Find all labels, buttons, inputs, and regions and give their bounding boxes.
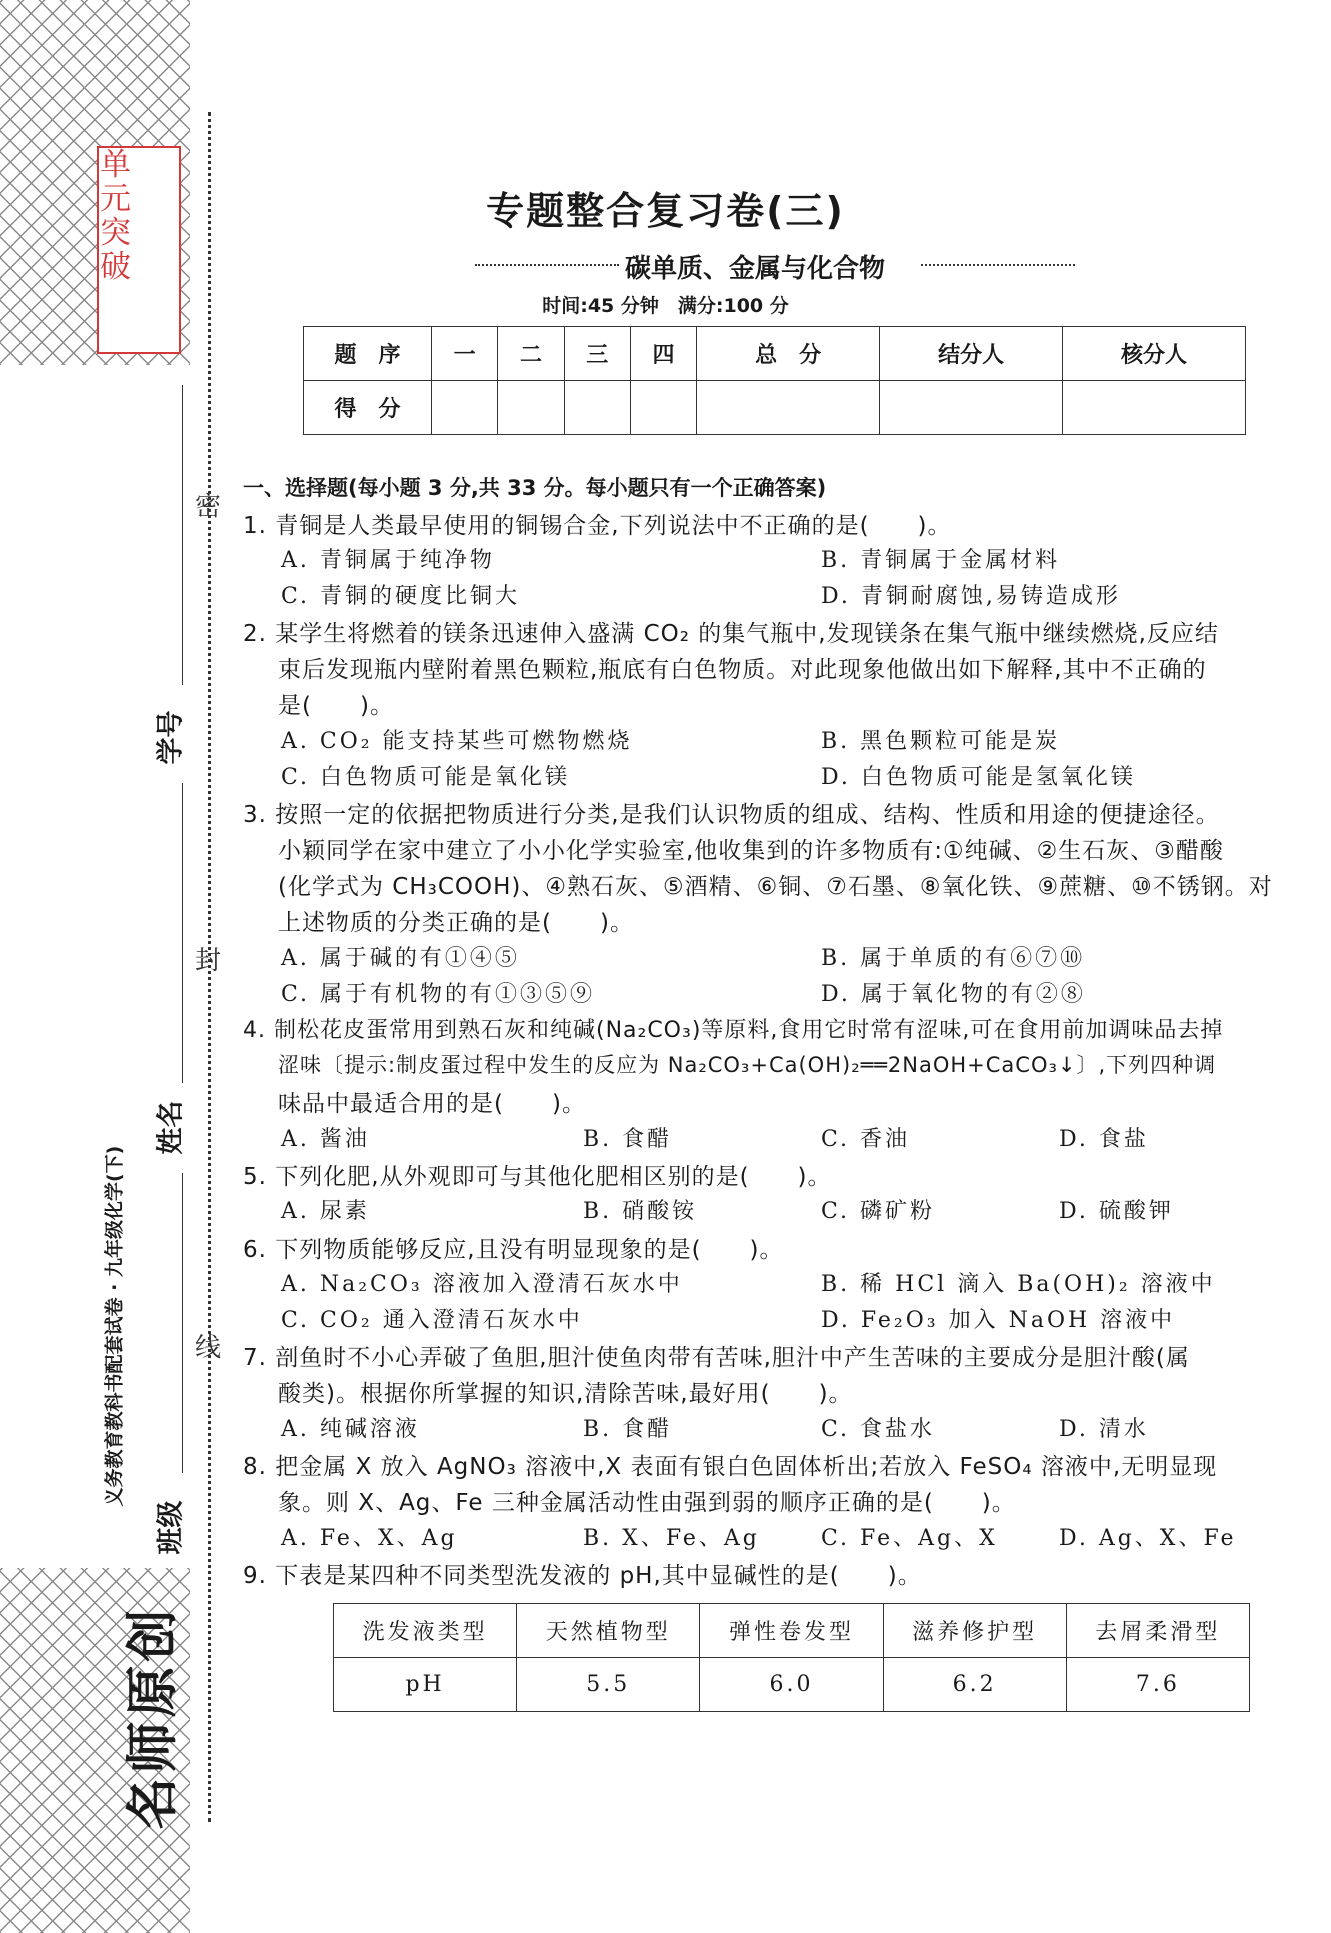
q5-option-d: D. 硫酸钾 [1059, 1199, 1174, 1224]
subtitle-block [475, 248, 1075, 284]
series-text: 义务教育教科书配套试卷 · 九年级化学(下) [103, 1145, 126, 1507]
ph-header-cell: 洗发液类型 [334, 1604, 517, 1658]
q7-line-2: 酸类)。根据你所掌握的知识,清除苦味,最好用( )。 [278, 1381, 853, 1407]
score-input-cell[interactable] [432, 381, 498, 435]
q8-line-1: 8. 把金属 X 放入 AgNO₃ 溶液中,X 表面有银白色固体析出;若放入 FeSO₄ 溶液中,无明显现 [243, 1454, 1218, 1480]
ph-table [333, 1603, 1250, 1712]
score-cell: 一 [432, 327, 498, 381]
q1-stem: 1. 青铜是人类最早使用的铜锡合金,下列说法中不正确的是( )。 [243, 513, 952, 539]
q6-option-d: D. Fe₂O₃ 加入 NaOH 溶液中 [821, 1308, 1176, 1333]
q3-option-c: C. 属于有机物的有①③⑤⑨ [281, 982, 596, 1007]
score-cell: 总 分 [697, 327, 880, 381]
q5-option-c: C. 磷矿粉 [821, 1199, 936, 1224]
score-cell: 三 [564, 327, 630, 381]
score-input-cell[interactable] [630, 381, 696, 435]
q8-option-b: B. X、Fe、Ag [583, 1526, 760, 1551]
q3-line-2: 小颖同学在家中建立了小小化学实验室,他收集到的许多物质有:①纯碱、②生石灰、③醋酸 [278, 838, 1224, 864]
ph-table-value-row [334, 1658, 1250, 1712]
score-cell: 核分人 [1063, 327, 1246, 381]
q2-line-3: 是( )。 [278, 693, 394, 719]
q7-option-c: C. 食盐水 [821, 1417, 936, 1442]
q4-line-2: 涩味〔提示:制皮蛋过程中发生的反应为 Na₂CO₃+Ca(OH)₂══2NaOH+CaCO₃↓〕,下列四种调 [278, 1053, 1217, 1077]
score-input-cell[interactable] [498, 381, 564, 435]
q2-line-2: 束后发现瓶内壁附着黑色颗粒,瓶底有白色物质。对此现象他做出如下解释,其中不正确的 [278, 657, 1207, 683]
q1-option-c: C. 青铜的硬度比铜大 [281, 584, 521, 609]
q4-line-1: 4. 制松花皮蛋常用到熟石灰和纯碱(Na₂CO₃)等原料,食用它时常有涩味,可在食用前加调味品去掉 [243, 1018, 1224, 1043]
seal-char-mi: 密 [195, 492, 222, 522]
class-label: 班级 [155, 1500, 187, 1555]
ph-header-cell: 滋养修护型 [883, 1604, 1066, 1658]
q8-option-a: A. Fe、X、Ag [281, 1526, 458, 1551]
q6-option-c: C. CO₂ 通入澄清石灰水中 [281, 1308, 583, 1333]
ph-value-cell: 6.2 [883, 1658, 1066, 1712]
q6-stem: 6. 下列物质能够反应,且没有明显现象的是( )。 [243, 1237, 784, 1263]
q8-option-d: D. Ag、X、Fe [1059, 1526, 1237, 1551]
section-heading: 一、选择题(每小题 3 分,共 33 分。每小题只有一个正确答案) [243, 476, 827, 500]
ph-value-cell: 7.6 [1066, 1658, 1249, 1712]
q2-option-a: A. CO₂ 能支持某些可燃物燃烧 [281, 729, 633, 754]
score-input-cell[interactable] [1063, 381, 1246, 435]
q2-option-c: C. 白色物质可能是氧化镁 [281, 765, 571, 790]
score-cell: 题 序 [304, 327, 432, 381]
student-no-line [182, 385, 183, 685]
subtitle-dots-left [475, 264, 619, 266]
q3-option-b: B. 属于单质的有⑥⑦⑩ [821, 946, 1086, 971]
ph-header-cell: 弹性卷发型 [700, 1604, 883, 1658]
q4-option-d: D. 食盐 [1059, 1127, 1149, 1152]
seal-char-feng: 封 [195, 946, 222, 976]
q7-option-b: B. 食醋 [583, 1417, 673, 1442]
q1-option-a: A. 青铜属于纯净物 [281, 548, 495, 573]
class-line [182, 1173, 183, 1473]
ph-value-cell: 5.5 [517, 1658, 700, 1712]
q4-line-3: 味品中最适合用的是( )。 [278, 1091, 586, 1117]
q3-option-a: A. 属于碱的有①④⑤ [281, 946, 520, 971]
q3-option-d: D. 属于氧化物的有②⑧ [821, 982, 1086, 1007]
name-label: 姓名 [155, 1100, 187, 1155]
q7-option-a: A. 纯碱溶液 [281, 1417, 420, 1442]
ph-table-header-row [334, 1604, 1250, 1658]
student-no-label: 学号 [155, 710, 187, 765]
q2-option-d: D. 白色物质可能是氢氧化镁 [821, 765, 1136, 790]
q6-option-b: B. 稀 HCl 滴入 Ba(OH)₂ 溶液中 [821, 1272, 1216, 1297]
brand-text: 名师原创 [122, 1605, 184, 1830]
score-cell: 结分人 [880, 327, 1063, 381]
score-table [303, 326, 1246, 435]
name-line [182, 783, 183, 1083]
time-info: 时间:45 分钟 满分:100 分 [542, 295, 789, 317]
q7-line-1: 7. 剖鱼时不小心弄破了鱼胆,胆汁使鱼肉带有苦味,胆汁中产生苦味的主要成分是胆汁酸(属 [243, 1345, 1190, 1371]
q3-line-4: 上述物质的分类正确的是( )。 [278, 910, 634, 936]
q2-line-1: 2. 某学生将燃着的镁条迅速伸入盛满 CO₂ 的集气瓶中,发现镁条在集气瓶中继续燃烧,反应结 [243, 621, 1219, 647]
subtitle-dots-right [921, 264, 1075, 266]
q3-line-3: (化学式为 CH₃COOH)、④熟石灰、⑤酒精、⑥铜、⑦石墨、⑧氧化铁、⑨蔗糖、⑩不锈钢。对 [278, 874, 1273, 900]
q7-option-d: D. 清水 [1059, 1417, 1149, 1442]
q3-line-1: 3. 按照一定的依据把物质进行分类,是我们认识物质的组成、结构、性质和用途的便捷途径。 [243, 802, 1220, 828]
score-table-score-row [304, 381, 1246, 435]
score-cell: 得 分 [304, 381, 432, 435]
score-input-cell[interactable] [880, 381, 1063, 435]
q5-option-b: B. 硝酸铵 [583, 1199, 698, 1224]
score-cell: 四 [630, 327, 696, 381]
q1-option-b: B. 青铜属于金属材料 [821, 548, 1061, 573]
q1-option-d: D. 青铜耐腐蚀,易铸造成形 [821, 584, 1121, 609]
ph-header-cell: 天然植物型 [517, 1604, 700, 1658]
ph-header-cell: 去屑柔滑型 [1066, 1604, 1249, 1658]
subtitle: 碳单质、金属与化合物 [625, 254, 886, 284]
q4-option-c: C. 香油 [821, 1127, 911, 1152]
ph-value-cell: pH [334, 1658, 517, 1712]
q4-option-a: A. 酱油 [281, 1127, 370, 1152]
q5-stem: 5. 下列化肥,从外观即可与其他化肥相区别的是( )。 [243, 1164, 832, 1190]
q8-option-c: C. Fe、Ag、X [821, 1526, 998, 1551]
seal-char-xian: 线 [195, 1333, 222, 1363]
brand-logo [86, 1600, 206, 1830]
q5-option-a: A. 尿素 [281, 1199, 370, 1224]
q6-option-a: A. Na₂CO₃ 溶液加入澄清石灰水中 [281, 1272, 683, 1297]
q2-option-b: B. 黑色颗粒可能是炭 [821, 729, 1061, 754]
q8-line-2: 象。则 X、Ag、Fe 三种金属活动性由强到弱的顺序正确的是( )。 [278, 1490, 1016, 1516]
page-title: 专题整合复习卷(三) [486, 189, 845, 233]
score-input-cell[interactable] [564, 381, 630, 435]
score-cell: 二 [498, 327, 564, 381]
q4-option-b: B. 食醋 [583, 1127, 673, 1152]
score-input-cell[interactable] [697, 381, 880, 435]
ph-value-cell: 6.0 [700, 1658, 883, 1712]
unit-label-text: 单元突破 [100, 147, 131, 285]
q9-stem: 9. 下表是某四种不同类型洗发液的 pH,其中显碱性的是( )。 [243, 1563, 922, 1589]
score-table-header-row [304, 327, 1246, 381]
